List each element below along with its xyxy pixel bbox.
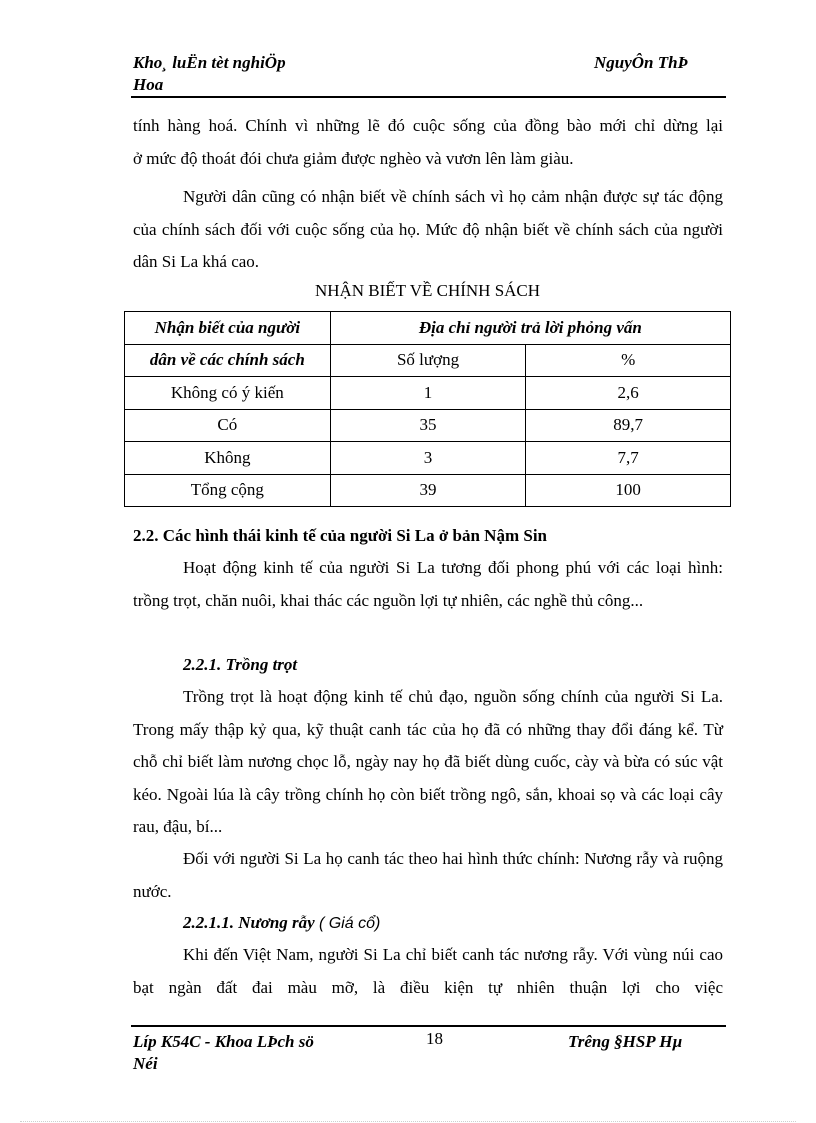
row-count: 39 — [330, 474, 526, 507]
page-number: 18 — [426, 1029, 443, 1048]
section-paragraph-4: Khi đến Việt Nam, người Si La chỉ biết canh tác nương rẫy. Với vùng núi cao bạt ngàn đất đai màu mỡ, là điều kiện tự nhiên thuận lợi cho việc — [133, 945, 723, 997]
section-paragraph-1: Hoạt động kinh tế của người Si La tương đối phong phú với các loại hình: trồng trọt, chăn nuôi, khai thác các nguồn lợi tự nhiên, các nghề thủ công... — [133, 558, 723, 610]
row-label: Có — [125, 409, 331, 442]
header-title-left — [133, 52, 286, 96]
table-title: NHẬN BIẾT VỀ CHÍNH SÁCH — [314, 281, 541, 300]
row-count: 1 — [330, 377, 526, 410]
section-paragraph-3: Đối với người Si La họ canh tác theo hai hình thức chính: Nương rẫy và ruộng nước. — [133, 849, 723, 901]
row-count: 3 — [330, 442, 526, 475]
section-paragraph-2: Trồng trọt là hoạt động kinh tế chủ đạo, nguồn sống chính của người Si La. Trong mấy thập kỷ qua, kỹ thuật canh tác của họ đã có những thay đổi đáng kể. Từ chỗ chỉ biết làm nương chọc lỗ, ngày nay họ đã biết dùng cuốc, cày và bừa có súc vật kéo. Ngoài lúa là cây trồng chính họ còn biết trồng ngô, sắn, khoai sọ và các loại cây rau, đậu, bí... — [133, 687, 723, 836]
subsection-heading-swidden — [183, 912, 380, 935]
subsection-heading-swidden-note: ( Giá cổ) — [318, 915, 381, 932]
table-row — [125, 474, 731, 507]
row-percent: 89,7 — [526, 409, 731, 442]
table-header-row-1 — [125, 312, 731, 345]
row-percent: 7,7 — [526, 442, 731, 475]
footer-left-line1: Líp K54C - Khoa LÞch sö — [133, 1032, 314, 1051]
subsection-heading-cultivation: 2.2.1. Trồng trọt — [183, 655, 298, 674]
row-label: Tổng cộng — [125, 474, 331, 507]
row-percent: 100 — [526, 474, 731, 507]
header-left-line1: Kho¸ luËn tèt nghiÖp — [133, 53, 286, 72]
table-row — [125, 377, 731, 410]
header-cell-awareness-line1: Nhận biết của người — [125, 312, 331, 345]
policy-awareness-table — [124, 311, 731, 507]
header-cell-count: Số lượng — [330, 344, 526, 377]
header-cell-awareness-line2: dân về các chính sách — [125, 344, 331, 377]
paragraph-2: Người dân cũng có nhận biết về chính sách vì họ cảm nhận được sự tác động của chính sách đối với cuộc sống của họ. Mức độ nhận biết về chính sách của người dân Si La khá cao. — [133, 187, 723, 271]
table-row — [125, 442, 731, 475]
table-row — [125, 409, 731, 442]
header-cell-respondents: Địa chỉ người trả lời phỏng vấn — [330, 312, 730, 345]
paragraph-1-line-1: tính hàng hoá. Chính vì những lẽ đó cuộc sống của đồng bào mới chỉ dừng lại — [133, 116, 723, 135]
header-author: NguyÔn ThÞ — [594, 53, 688, 72]
footer-class-info — [133, 1031, 314, 1075]
footer-university: Trêng §HSP Hµ — [568, 1032, 683, 1051]
row-percent: 2,6 — [526, 377, 731, 410]
subsection-heading-swidden-title: 2.2.1.1. Nương rẫy — [183, 913, 315, 932]
row-label: Không — [125, 442, 331, 475]
header-left-line2: Hoa — [133, 75, 164, 94]
page-bottom-divider — [20, 1121, 796, 1122]
footer-left-line2: Néi — [133, 1054, 158, 1073]
footer-rule — [131, 1025, 726, 1027]
row-count: 35 — [330, 409, 526, 442]
table-header-row-2 — [125, 344, 731, 377]
header-cell-percent: % — [526, 344, 731, 377]
paragraph-1-line-2: ở mức độ thoát đói chưa giảm được nghèo và vươn lên làm giàu. — [133, 149, 574, 168]
section-heading: 2.2. Các hình thái kinh tế của người Si La ở bản Nậm Sin — [133, 526, 547, 545]
header-rule — [131, 96, 726, 98]
row-label: Không có ý kiến — [125, 377, 331, 410]
